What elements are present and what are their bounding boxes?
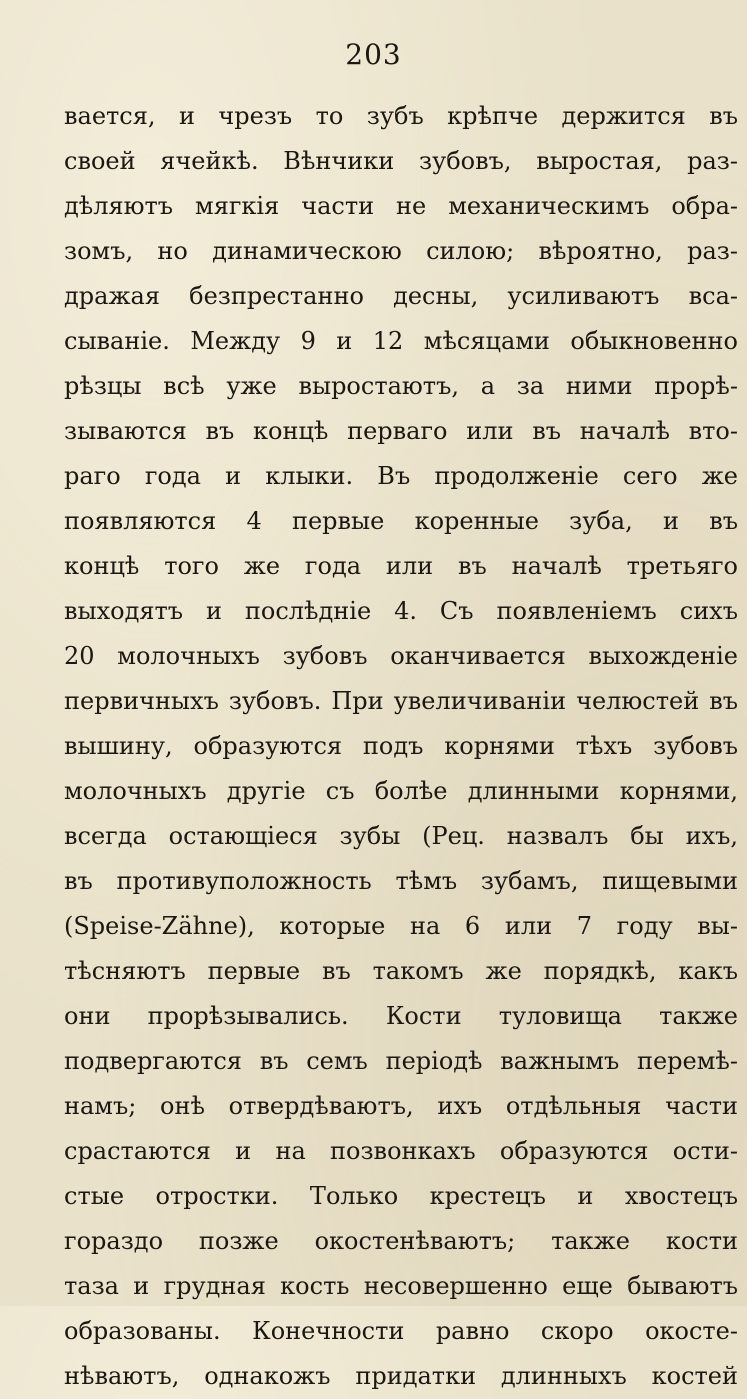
text-line: тѣсняютъ первые въ такомъ же порядкѣ, какъ [64, 957, 738, 985]
text-line: вается, и чрезъ то зубъ крѣпче держится въ [64, 102, 738, 130]
text-line: рѣзцы всѣ уже выростаютъ, а за ними прорѣ- [64, 372, 738, 400]
body-text [64, 94, 738, 1399]
text-line: первичныхъ зубовъ. При увеличиваніи челюстей въ [64, 687, 738, 715]
text-line: дражая безпрестанно десны, усиливаютъ вса- [64, 282, 738, 310]
text-line: 20 молочныхъ зубовъ оканчивается выхожденіе [64, 642, 738, 670]
page-number: 203 [345, 38, 402, 71]
text-line: молочныхъ другіе съ болѣе длинными корнями, [64, 777, 738, 805]
text-line: срастаются и на позвонкахъ образуются ости- [64, 1137, 738, 1165]
text-line: они прорѣзывались. Кости туловища также [64, 1002, 738, 1030]
text-line: появляются 4 первые коренные зуба, и въ [64, 507, 738, 535]
text-line: вышину, образуются подъ корнями тѣхъ зубовъ [64, 732, 738, 760]
text-line: зомъ, но динамическою силою; вѣроятно, раз- [64, 237, 738, 265]
text-line: раго года и клыки. Въ продолженіе сего же [64, 462, 738, 490]
text-line: въ противуположность тѣмъ зубамъ, пищевыми [64, 867, 738, 895]
text-line: таза и грудная кость несовершенно еще бываютъ [64, 1272, 738, 1300]
text-line: (Speise-Zähne), которые на 6 или 7 году вы- [64, 912, 738, 940]
text-line: дѣляютъ мягкія части не механическимъ обра- [64, 192, 738, 220]
text-line: подвергаются въ семъ періодѣ важнымъ перемѣ- [64, 1047, 738, 1075]
text-line: сываніе. Между 9 и 12 мѣсяцами обыкновенно [64, 327, 738, 355]
text-line: гораздо позже окостенѣваютъ; также кости [64, 1227, 738, 1255]
text-line: стые отростки. Только крестецъ и хвостецъ [64, 1182, 738, 1210]
text-line: всегда остающіеся зубы (Рец. назвалъ бы ихъ, [64, 822, 738, 850]
text-line: концѣ того же года или въ началѣ третьяго [64, 552, 738, 580]
text-line: образованы. Конечности равно скоро окосте- [64, 1317, 738, 1345]
text-line: выходятъ и послѣдніе 4. Съ появленіемъ сихъ [64, 597, 738, 625]
text-line: своей ячейкѣ. Вѣнчики зубовъ, выростая, раз- [64, 147, 738, 175]
text-line: намъ; онѣ отвердѣваютъ, ихъ отдѣльныя части [64, 1092, 738, 1120]
text-line: нѣваютъ, однакожъ придатки длинныхъ костей [64, 1362, 738, 1390]
text-line: зываются въ концѣ перваго или въ началѣ вто- [64, 417, 738, 445]
